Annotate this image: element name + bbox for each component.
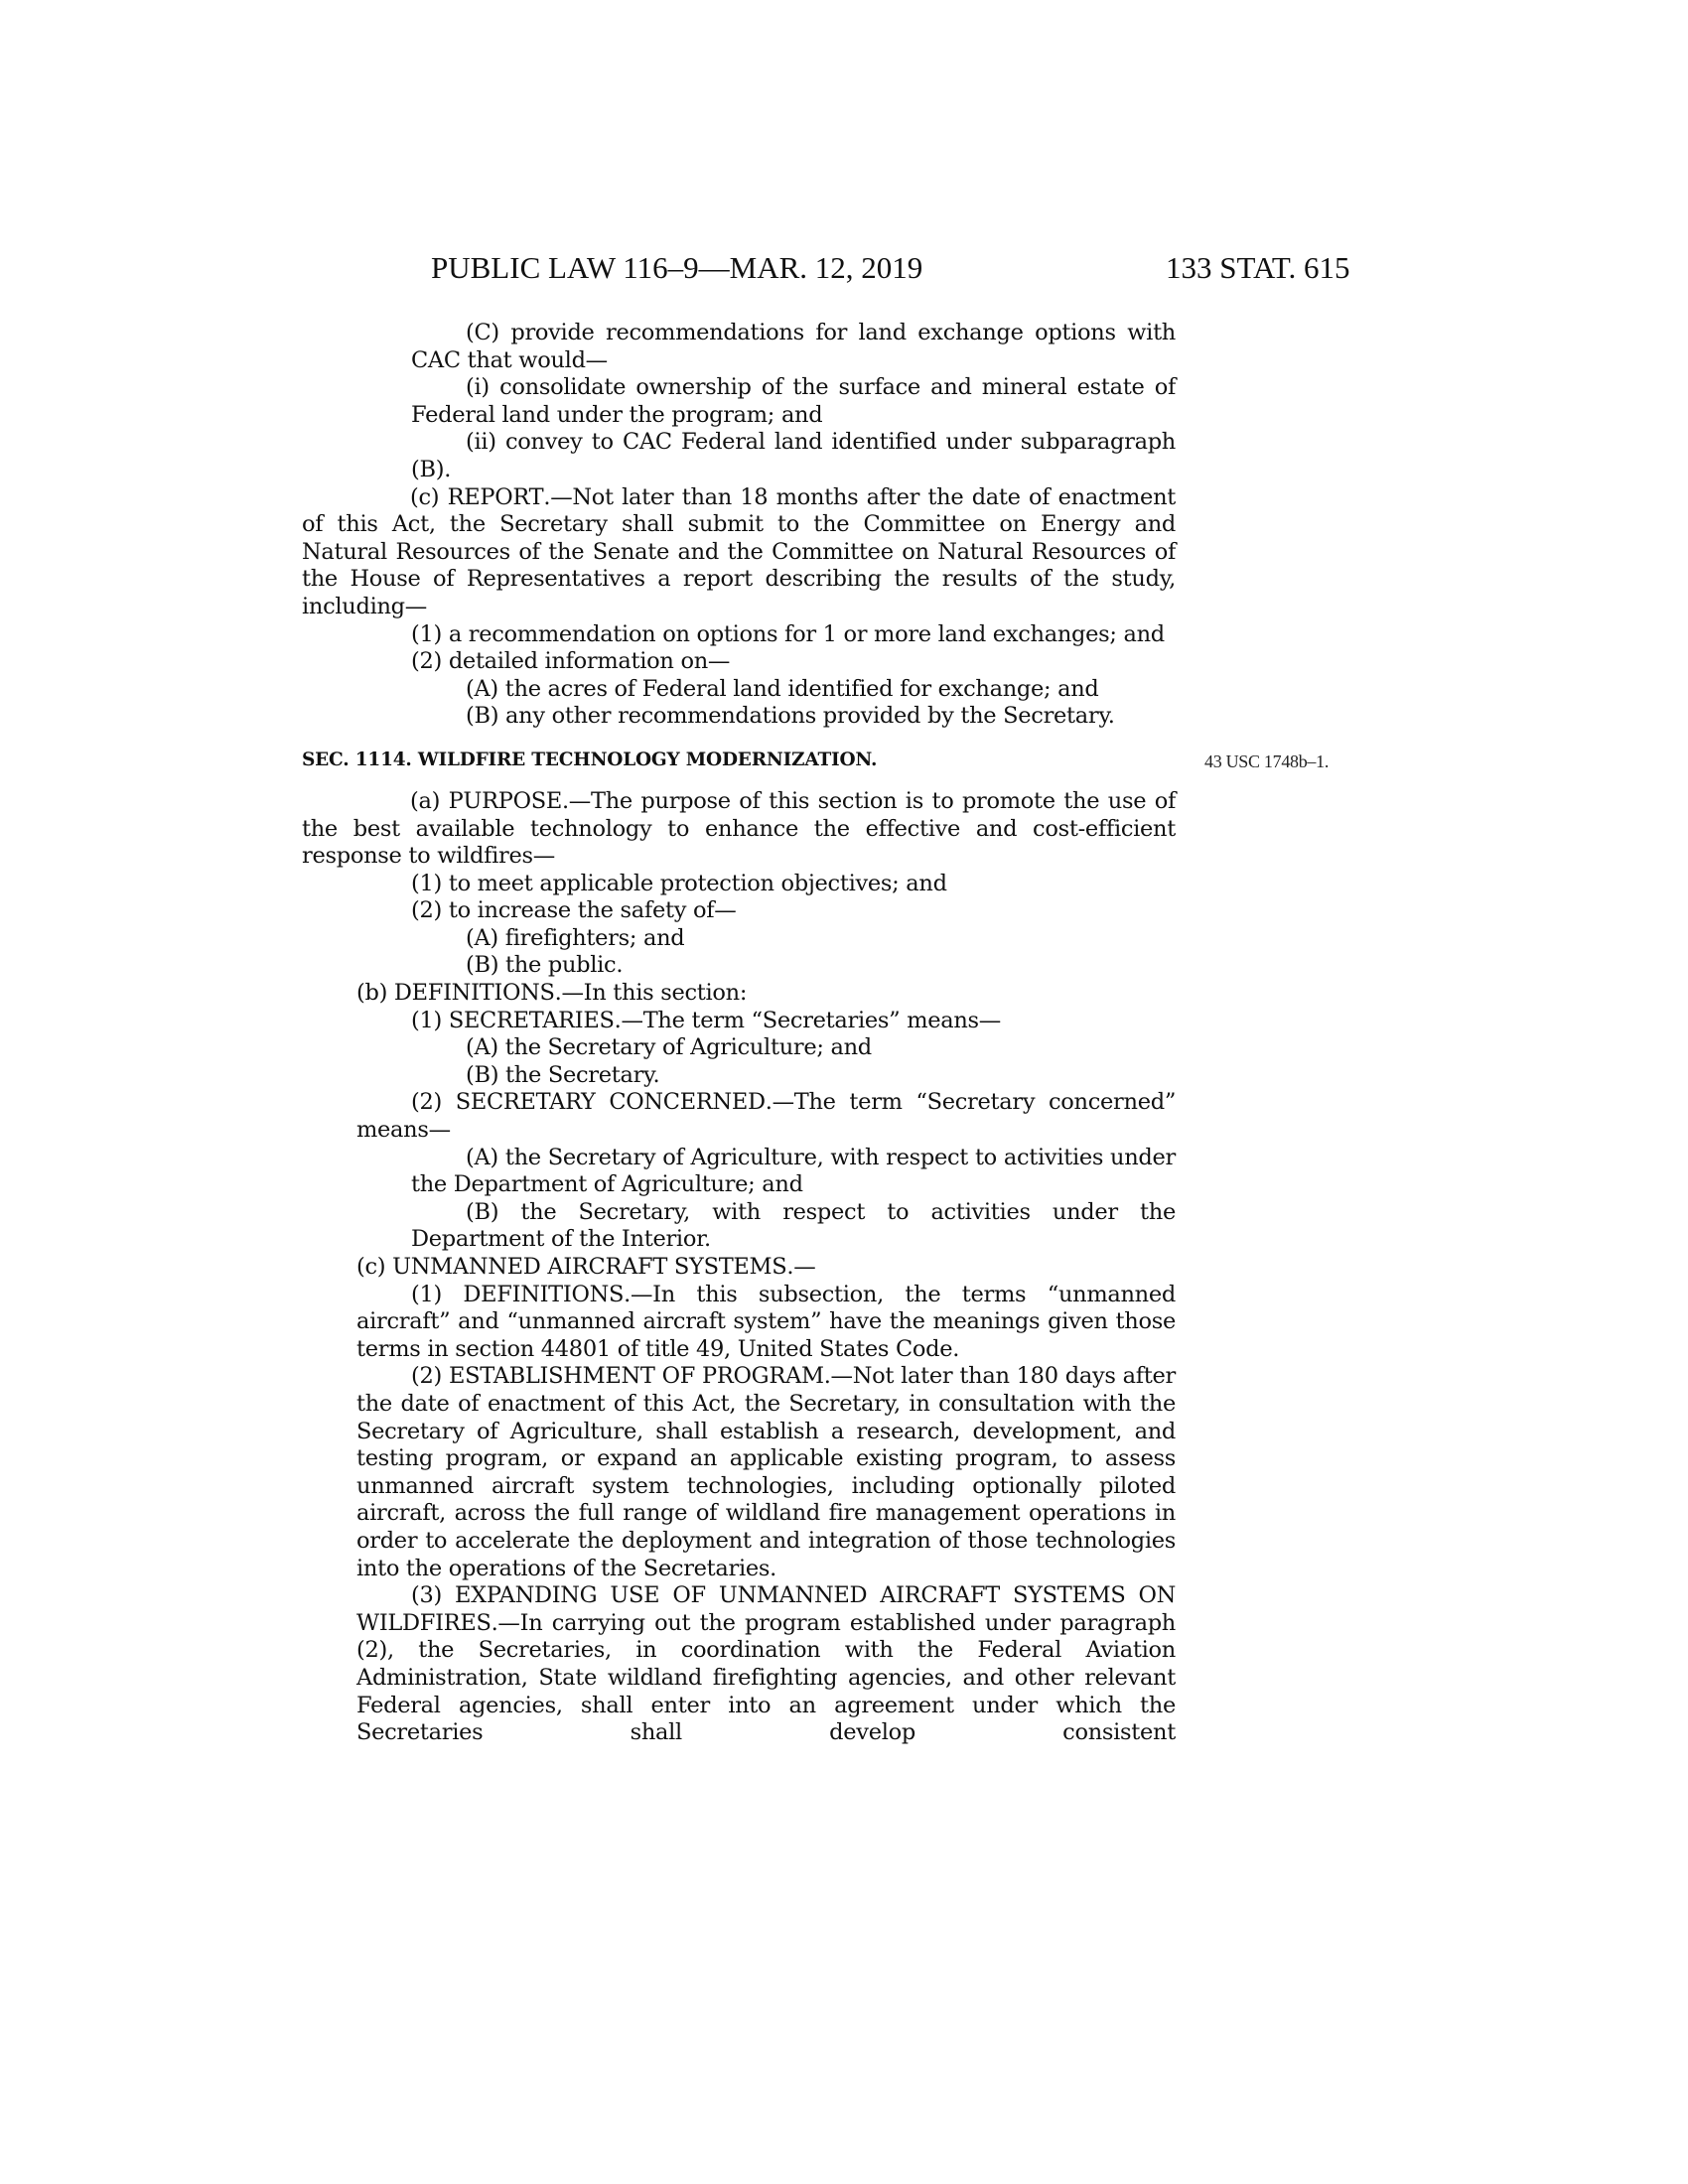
- subsection-c2-heading-1: NMANNED: [410, 1254, 541, 1280]
- subsection-c-unmanned-aircraft: [302, 1254, 1176, 1282]
- purpose-paragraph-1: (1) to meet applicable protection objectives; and: [411, 870, 947, 896]
- definition-secretary-concerned-heading: ECRETARY CONCERNED: [470, 1089, 766, 1116]
- uas-definitions: [302, 1282, 1176, 1364]
- uas-expanding-text: .—In carrying out the program established under paragraph (2), the Secretaries, in coordination with the Federal Aviation Administration, State wildland firefighting agencies, and other relevant Federal agencies, shall enter into an agreement under which the Secretaries shall develop consistent: [356, 1609, 1176, 1746]
- section-heading: SEC. 1114. WILDFIRE TECHNOLOGY MODERNIZATION.: [302, 749, 878, 770]
- subsection-c2-heading-mid: A: [540, 1254, 564, 1280]
- clause-i-consolidate: (i) consolidate ownership of the surface and mineral estate of Federal land under the program; and: [411, 374, 1176, 428]
- uas-expanding-label: (3) E: [411, 1582, 472, 1609]
- subsection-b-text: .—In this section:: [554, 980, 748, 1007]
- usc-margin-note: 43 USC 1748b–1.: [1204, 751, 1330, 771]
- subsection-b-definitions: [302, 980, 1176, 1008]
- page-header: [0, 250, 1688, 290]
- uas-definitions-heading: EFINITIONS: [481, 1281, 625, 1307]
- uas-establishment-label: (2) E: [411, 1363, 466, 1390]
- definition-secretary-concerned-text: .—The term “Secretary concerned” means—: [356, 1089, 1177, 1144]
- definition-secretary-concerned-label: (2) S: [411, 1089, 471, 1116]
- paragraph-2-detailed-info: (2) detailed information on—: [411, 648, 731, 675]
- purpose-paragraph-2: (2) to increase the safety of—: [411, 897, 737, 924]
- secretaries-subparagraph-a: (A) the Secretary of Agriculture; and: [466, 1034, 872, 1061]
- statute-page-number: 133 STAT. 615: [1166, 250, 1350, 285]
- definition-secretaries: [302, 1008, 1176, 1035]
- purpose-subparagraph-b: (B) the public.: [466, 952, 624, 979]
- paragraph-1-recommendation: (1) a recommendation on options for 1 or more land exchanges; and: [411, 620, 1165, 647]
- subsection-c2-label: (c) U: [356, 1254, 411, 1280]
- subsection-c2-heading-mid2: S: [667, 1254, 690, 1280]
- definition-secretaries-heading: ECRETARIES: [463, 1007, 615, 1033]
- definition-secretaries-text: .—The term “Secretaries” means—: [614, 1007, 1001, 1033]
- running-head-title: PUBLIC LAW 116–9—MAR. 12, 2019: [431, 250, 923, 285]
- concerned-subparagraph-b: (B) the Secretary, with respect to activities under the Department of the Interior.: [411, 1198, 1176, 1253]
- concerned-subparagraph-a: (A) the Secretary of Agriculture, with respect to activities under the Department of Agriculture; and: [411, 1144, 1176, 1198]
- subsection-c2-text: .—: [786, 1254, 816, 1280]
- subsection-a-purpose: [302, 788, 1176, 871]
- definition-secretary-concerned: [302, 1089, 1176, 1144]
- definition-secretaries-label: (1) S: [411, 1007, 464, 1033]
- subparagraph-a-acres: (A) the acres of Federal land identified for exchange; and: [466, 675, 1099, 702]
- subsection-c2-heading-2: IRCRAFT: [563, 1254, 668, 1280]
- subsection-c-text: .—Not later than 18 months after the date of enactment of this Act, the Secretary shall submit to the Committee on Energy and Natural Resources of the Senate and the Committee on Natural Resources of the House of Representatives a report describing the results of the study, including—: [302, 483, 1176, 619]
- subsection-a-label: (a) P: [410, 787, 464, 814]
- subsection-c-heading: EPORT: [464, 483, 544, 510]
- subsection-b-heading: EFINITIONS: [411, 980, 555, 1007]
- subsection-a-text: .—The purpose of this section is to promote the use of the best available technology to enhance the effective and cost-efficient response to wildfires—: [302, 787, 1176, 870]
- purpose-subparagraph-a: (A) firefighters; and: [466, 924, 685, 951]
- subsection-a-heading: URPOSE: [463, 787, 562, 814]
- uas-definitions-text: .—In this subsection, the terms “unmanned aircraft” and “unmanned aircraft system” have the meanings given those terms in section 44801 of title 49, United States Code.: [356, 1281, 1176, 1362]
- paragraph-c-recommendations: (C) provide recommendations for land exchange options with CAC that would—: [411, 320, 1176, 373]
- statute-body: [302, 320, 1330, 1747]
- subsection-c-label: (c) R: [410, 483, 465, 510]
- uas-establishment-of-program: [302, 1363, 1176, 1582]
- subsection-c-report: [302, 484, 1176, 621]
- uas-establishment-heading: STABLISHMENT OF PROGRAM: [465, 1363, 824, 1390]
- uas-definitions-label: (1) D: [411, 1281, 482, 1307]
- uas-expanding-heading: XPANDING USE OF UNMANNED AIRCRAFT SYSTEMS ON WILDFIRES: [356, 1582, 1177, 1636]
- secretaries-subparagraph-b: (B) the Secretary.: [466, 1061, 660, 1088]
- clause-ii-convey: (ii) convey to CAC Federal land identified under subparagraph (B).: [411, 429, 1176, 482]
- uas-establishment-text: .—Not later than 180 days after the date of enactment of this Act, the Secretary, in consultation with the Secretary of Agriculture, shall establish a research, development, and testing program, or expand an applicable existing program, to assess unmanned aircraft system technologies, including optionally piloted aircraft, across the full range of wildland fire management operations in order to accelerate the deployment and integration of those technologies into the operations of the Secretaries.: [356, 1363, 1177, 1581]
- subsection-c2-heading-3: YSTEMS: [689, 1254, 787, 1280]
- uas-expanding-use: [302, 1582, 1176, 1747]
- subparagraph-b-other: (B) any other recommendations provided by the Secretary.: [466, 703, 1115, 730]
- subsection-b-label: (b) D: [356, 980, 412, 1007]
- section-heading-row: [302, 747, 1330, 774]
